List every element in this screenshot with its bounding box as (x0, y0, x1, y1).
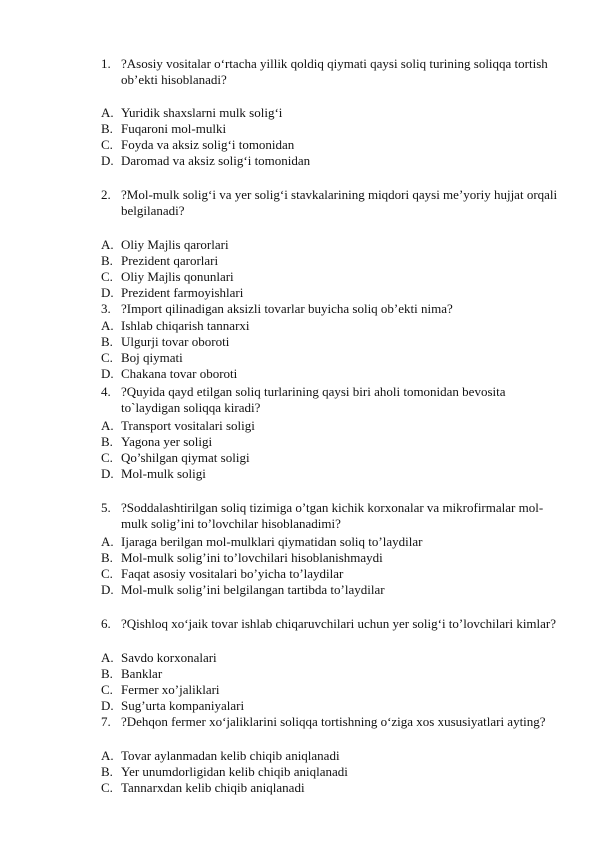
option-letter: B. (101, 434, 113, 449)
question-number: 7. (101, 714, 111, 729)
option-letter: D. (101, 285, 114, 300)
option-letter: A. (101, 418, 114, 433)
option-letter: C. (101, 780, 113, 795)
option-text: Ishlab chiqarish tannarxi (121, 318, 250, 333)
question-number: 5. (101, 500, 111, 515)
question-text: ?Dehqon fermer xo‘jaliklarini soliqqa tortishning o‘ziga xos xususiyatlari ayting? (121, 714, 546, 729)
option-letter: C. (101, 566, 113, 581)
option-text: Daromad va aksiz solig‘i tomonidan (121, 153, 311, 168)
option-text: Oliy Majlis qarorlari (121, 237, 229, 252)
question-number: 6. (101, 616, 111, 631)
option-text: Yuridik shaxslarni mulk solig‘i (121, 105, 283, 120)
question-number: 2. (101, 187, 111, 202)
question-text: ?Asosiy vositalar o‘rtacha yillik qoldiq qiymati qaysi soliq turining soliqqa tortish ob’ekti hisoblanadi? (121, 56, 548, 87)
option-letter: C. (101, 682, 113, 697)
question-text: ?Quyida qayd etilgan soliq turlarining qaysi biri aholi tomonidan bevosita to`laydigan soliqqa kiradi? (121, 384, 506, 415)
question-text: ?Qishloq xo‘jaik tovar ishlab chiqaruvchilari uchun yer solig‘i to’lovchilari kimlar? (121, 616, 557, 631)
option-letter: D. (101, 466, 114, 481)
option-letter: D. (101, 366, 114, 381)
option-text: Yer unumdorligidan kelib chiqib aniqlanadi (121, 764, 348, 779)
option-letter: B. (101, 764, 113, 779)
question-number: 1. (101, 56, 111, 71)
question-text: ?Mol-mulk solig‘i va yer solig‘i stavkalarining miqdori qaysi me’yoriy hujjat orqali belgilanadi? (121, 187, 558, 218)
option-text: Yagona yer soligi (121, 434, 213, 449)
question-text: ?Soddalashtirilgan soliq tizimiga o’tgan kichik korxonalar va mikrofirmalar mol-mulk solig’ini to’lovchilar hisoblanadimi? (121, 500, 544, 531)
option-letter: A. (101, 237, 114, 252)
option-text: Qo’shilgan qiymat soligi (121, 450, 250, 465)
option-letter: A. (101, 318, 114, 333)
option-letter: B. (101, 253, 113, 268)
option-letter: A. (101, 105, 114, 120)
option-letter: C. (101, 350, 113, 365)
option-text: Mol-mulk soligi (121, 466, 206, 481)
option-text: Mol-mulk solig’ini belgilangan tartibda to’laydilar (121, 582, 385, 597)
option-text: Prezident farmoyishlari (121, 285, 244, 300)
option-letter: B. (101, 550, 113, 565)
option-text: Tovar aylanmadan kelib chiqib aniqlanadi (121, 748, 340, 763)
option-text: Savdo korxonalari (121, 650, 217, 665)
option-letter: C. (101, 269, 113, 284)
question-number: 4. (101, 384, 111, 399)
option-text: Ulgurji tovar oboroti (121, 334, 230, 349)
option-letter: D. (101, 582, 114, 597)
option-letter: B. (101, 121, 113, 136)
option-letter: A. (101, 748, 114, 763)
option-text: Transport vositalari soligi (121, 418, 255, 433)
option-text: Ijaraga berilgan mol-mulklari qiymatidan soliq to’laydilar (121, 534, 423, 549)
option-letter: C. (101, 450, 113, 465)
question-number: 3. (101, 301, 111, 316)
option-letter: A. (101, 534, 114, 549)
option-letter: C. (101, 137, 113, 152)
option-text: Tannarxdan kelib chiqib aniqlanadi (121, 780, 305, 795)
option-text: Sug’urta kompaniyalari (121, 698, 245, 713)
option-letter: D. (101, 698, 114, 713)
option-letter: D. (101, 153, 114, 168)
option-letter: B. (101, 666, 113, 681)
option-text: Foyda va aksiz solig‘i tomonidan (121, 137, 295, 152)
option-letter: A. (101, 650, 114, 665)
option-text: Banklar (121, 666, 163, 681)
question-text: ?Import qilinadigan aksizli tovarlar buyicha soliq ob’ekti nima? (121, 301, 453, 316)
option-text: Mol-mulk solig’ini to’lovchilari hisoblanishmaydi (121, 550, 383, 565)
option-letter: B. (101, 334, 113, 349)
option-text: Faqat asosiy vositalari bo’yicha to’laydilar (121, 566, 344, 581)
option-text: Prezident qarorlari (121, 253, 219, 268)
option-text: Boj qiymati (121, 350, 183, 365)
option-text: Fuqaroni mol-mulki (121, 121, 227, 136)
option-text: Oliy Majlis qonunlari (121, 269, 234, 284)
option-text: Fermer xo’jaliklari (121, 682, 220, 697)
option-text: Chakana tovar oboroti (121, 366, 238, 381)
